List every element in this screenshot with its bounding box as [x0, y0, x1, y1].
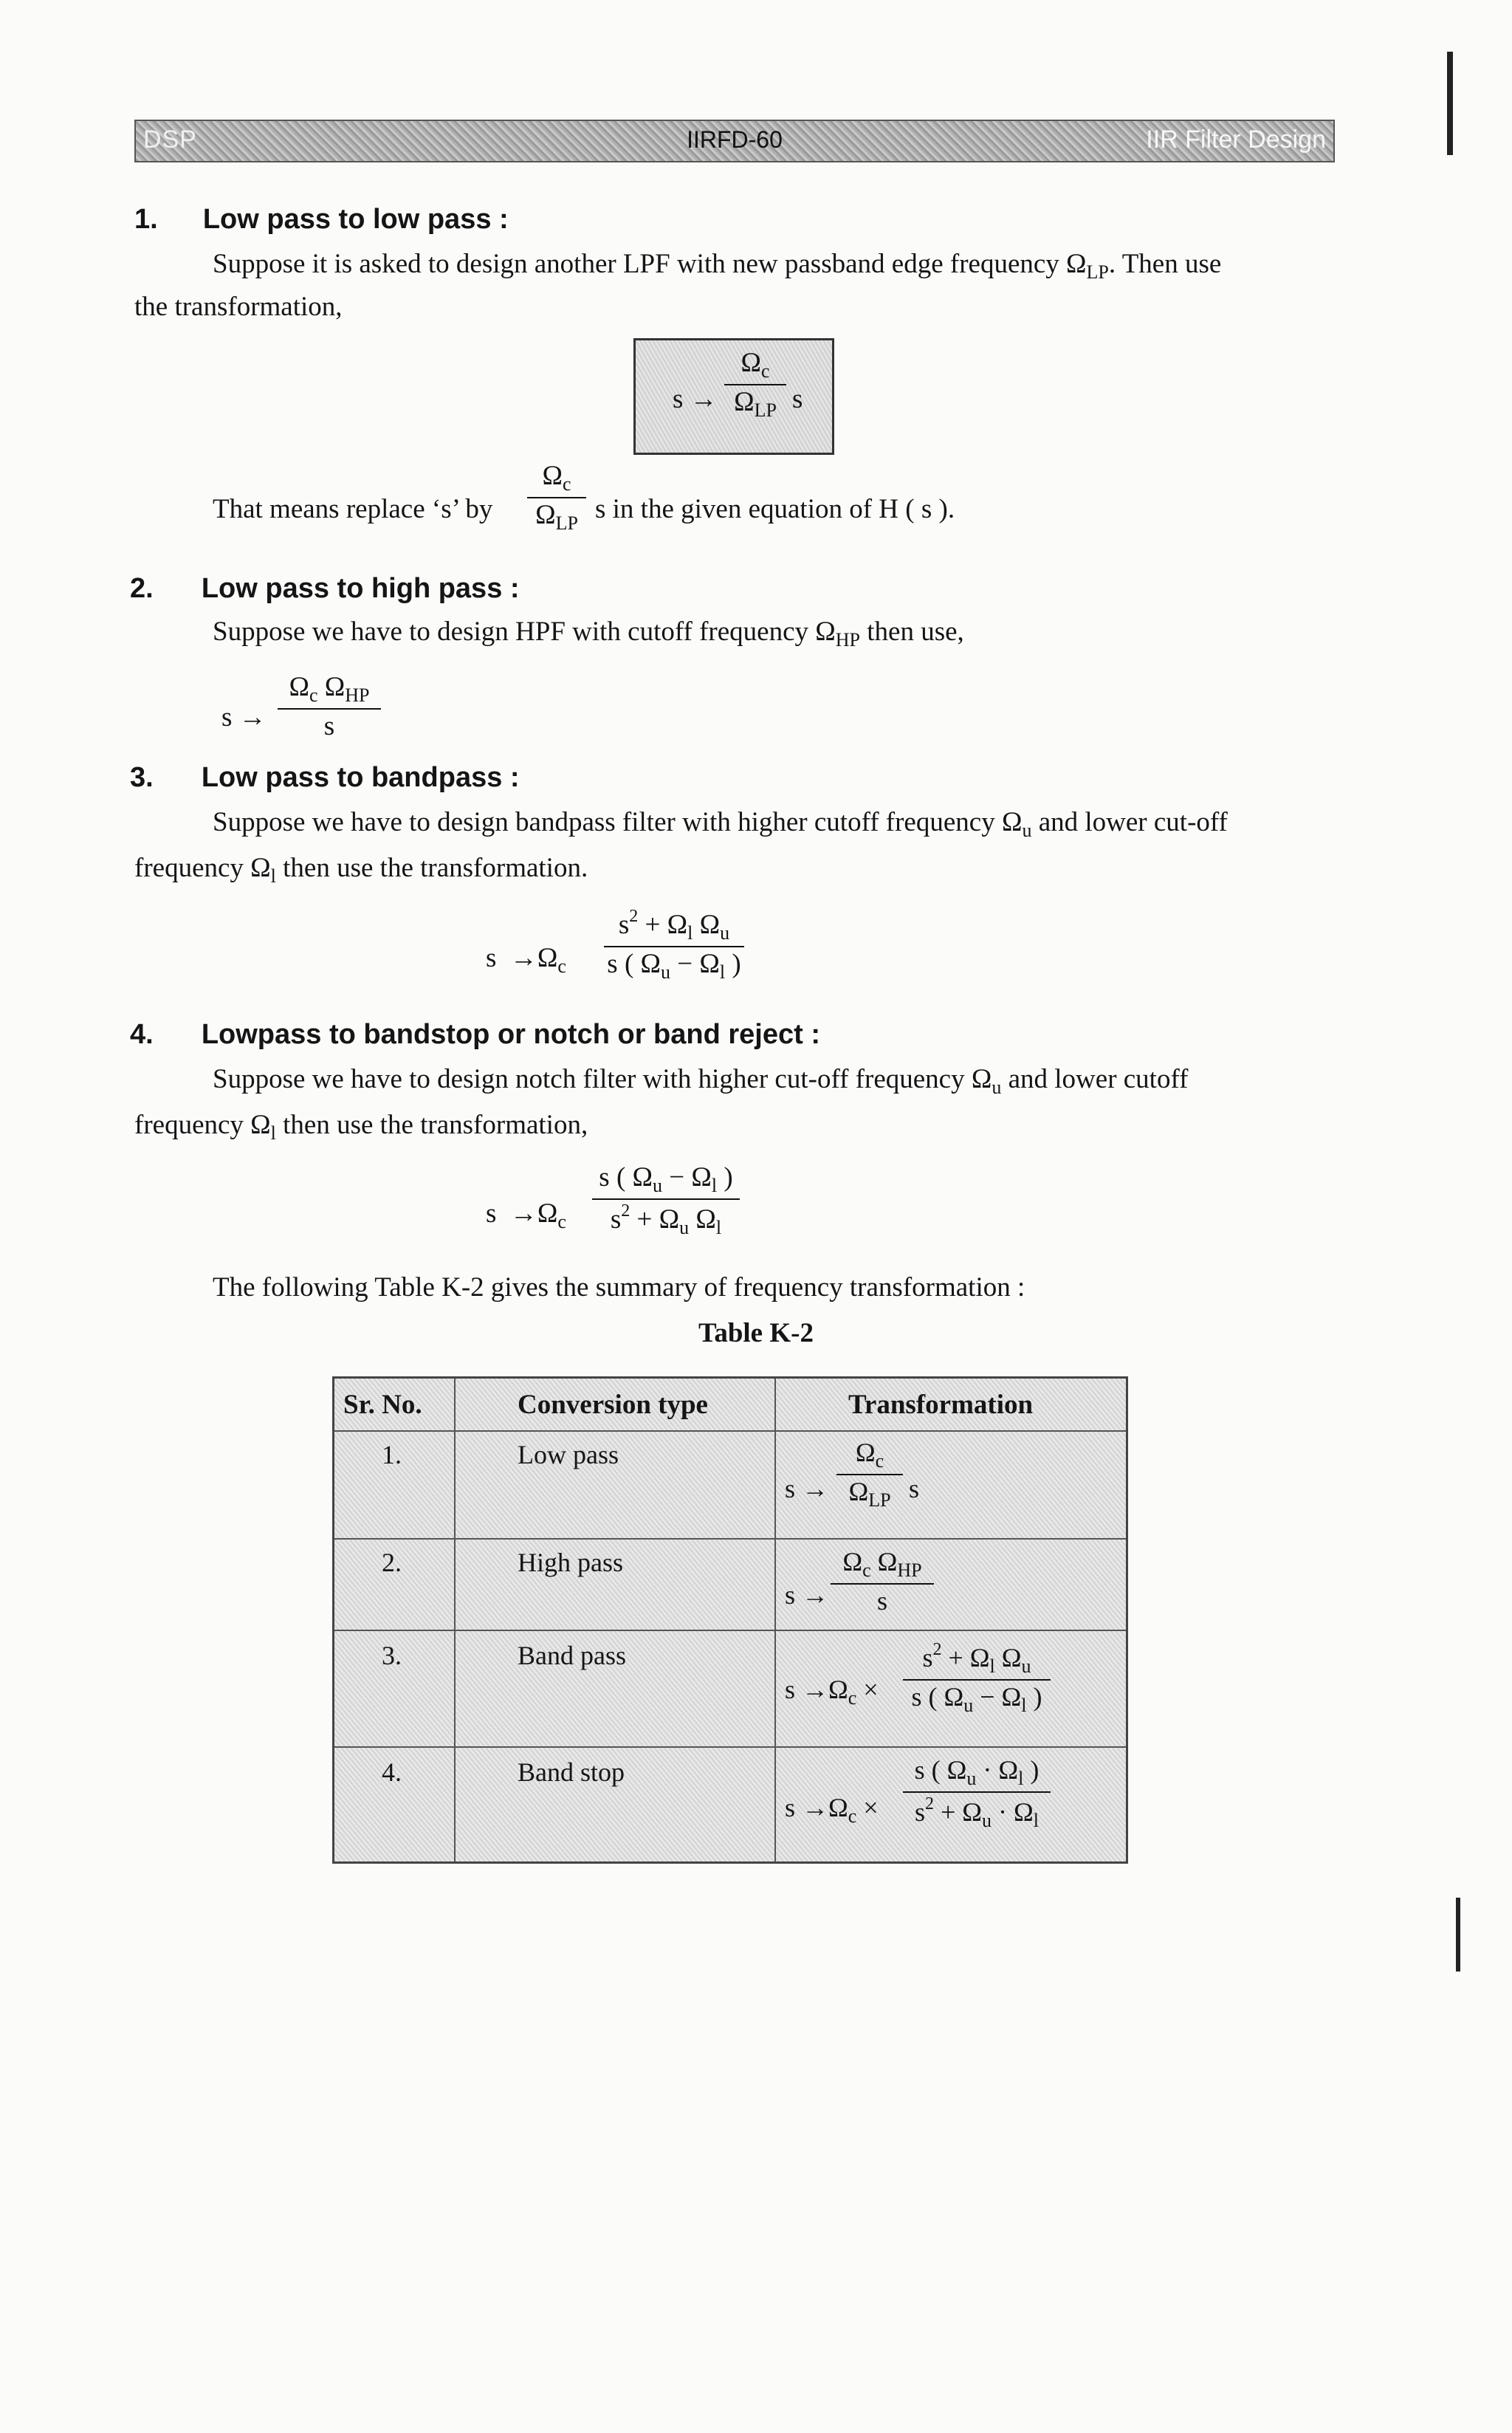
- section-4-text-line1: Suppose we have to design notch filter with higher cut-off frequency $\Omega_u$ and lower cutoff: [213, 1064, 1189, 1098]
- section-1-after-text-a: That means replace ‘s’ by: [213, 494, 493, 524]
- section-3-title: Low pass to bandpass :: [201, 762, 520, 793]
- section-4-formula-fraction: s ( $\Omega_u - \Omega_l$ ) $s^2 + \Omega_u$ $\Omega_l$: [592, 1162, 740, 1239]
- table-caption: Table K-2: [698, 1318, 814, 1348]
- table-row-1-s: s: [909, 1474, 920, 1503]
- section-1-text-line2: the transformation,: [134, 292, 343, 322]
- section-3-text-line1: Suppose we have to design bandpass filter with higher cutoff frequency $\Omega_u$ and lower cut-off: [213, 807, 1228, 841]
- table-row-1-sr: 1.: [382, 1440, 402, 1469]
- section-4-number: 4.: [130, 1019, 154, 1050]
- section-3-formula-prefix: $s \to\Omega_c$: [486, 943, 566, 977]
- section-4-title: Lowpass to bandstop or notch or band reject :: [201, 1019, 820, 1050]
- section-1-text-line1: Suppose it is asked to design another LPF with new passband edge frequency $\Omega_{LP}$. Then use: [213, 249, 1222, 283]
- section-1-formula-box: [633, 338, 834, 455]
- formula-s: s: [792, 384, 803, 414]
- table-row-3-prefix: $s \to\Omega_c$ ×: [785, 1675, 879, 1709]
- scan-mark-top: [1447, 52, 1453, 155]
- table-header-transformation: Transformation: [848, 1390, 1034, 1420]
- page-header-band: [134, 120, 1335, 162]
- table-row-4-fraction: s ( $\Omega_u \cdot \Omega_l$ ) $s^2 + \Omega_u \cdot \Omega_l$: [903, 1755, 1051, 1832]
- table-row-2-fraction: $\Omega_c$ $\Omega_{HP}$ s: [831, 1547, 934, 1616]
- section-3-heading: [130, 762, 520, 794]
- transformation-table: [332, 1376, 1128, 1864]
- section-4-formula-prefix: $s \to\Omega_c$: [486, 1198, 566, 1232]
- section-2-heading: [130, 573, 520, 605]
- section-2-number: 2.: [130, 573, 154, 604]
- header-left-label: DSP: [143, 126, 197, 154]
- section-2-formula-s-arrow: s →: [221, 702, 267, 732]
- section-3-formula-fraction: $s^2 + \Omega_l$ $\Omega_u$ s ( $\Omega_u - \Omega_l$ ): [604, 907, 744, 984]
- table-row-1-fraction: $\Omega_c$ $\Omega_{LP}$: [836, 1438, 903, 1511]
- formula-fraction: $\Omega_c$ $\Omega_{LP}$: [724, 348, 786, 422]
- table-row-4-sr: 4.: [382, 1757, 402, 1787]
- section-1-heading: [134, 204, 509, 236]
- section-3-number: 3.: [130, 762, 154, 793]
- section-2-title: Low pass to high pass :: [201, 573, 520, 604]
- summary-text: The following Table K-2 gives the summary of frequency transformation :: [213, 1272, 1025, 1303]
- table-row-3-type: Band pass: [518, 1641, 626, 1670]
- table-row-3-fraction: $s^2 + \Omega_l$ $\Omega_u$ s ( $\Omega_u - \Omega_l$ ): [903, 1640, 1051, 1717]
- section-4-text-line2: frequency $\Omega_l$ then use the transformation,: [134, 1110, 588, 1144]
- section-1-inline-fraction: $\Omega_c$ $\Omega_{LP}$: [527, 461, 586, 535]
- table-row-4-type: Band stop: [518, 1757, 625, 1787]
- header-page-number: IIRFD-60: [687, 126, 783, 153]
- section-2-text: Suppose we have to design HPF with cutoff frequency $\Omega_{HP}$ then use,: [213, 617, 964, 651]
- table-row-1-type: Low pass: [518, 1440, 619, 1469]
- header-right-label: IIR Filter Design: [1146, 126, 1326, 154]
- table-row-1-s-arrow: s →: [785, 1474, 829, 1503]
- table-row-2-sr: 2.: [382, 1548, 402, 1577]
- table-header-sr-no: Sr. No.: [343, 1390, 422, 1420]
- table-header-conversion-type: Conversion type: [518, 1390, 708, 1420]
- section-3-text-line2: frequency $\Omega_l$ then use the transformation.: [134, 853, 588, 887]
- table-row-2-type: High pass: [518, 1548, 623, 1577]
- section-2-formula-fraction: $\Omega_c$ $\Omega_{HP}$ s: [278, 672, 381, 742]
- scan-mark-bottom: [1456, 1898, 1460, 1972]
- table-row-4-prefix: $s \to\Omega_c$ ×: [785, 1793, 879, 1827]
- table-row-2-s-arrow: s →: [785, 1580, 829, 1610]
- formula-s-arrow: s →: [673, 384, 718, 414]
- section-1-title: Low pass to low pass :: [202, 204, 509, 235]
- table-row-3-sr: 3.: [382, 1641, 402, 1670]
- section-4-heading: [130, 1019, 820, 1051]
- section-1-number: 1.: [134, 204, 158, 235]
- section-1-after-text-b: s in the given equation of H ( s ).: [595, 494, 955, 524]
